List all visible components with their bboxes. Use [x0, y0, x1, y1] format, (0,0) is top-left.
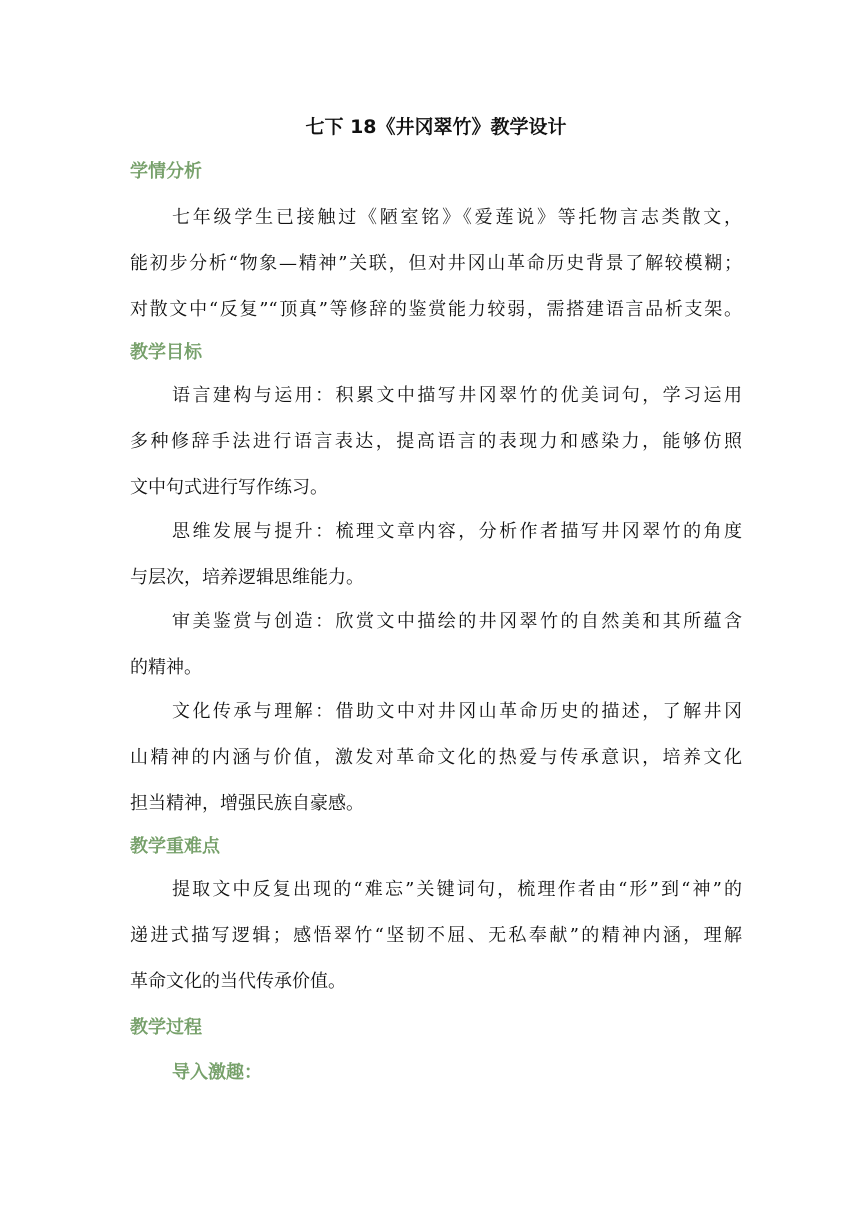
paragraph-key-difficult-points [130, 867, 742, 1005]
paragraph-goal-thinking [130, 509, 742, 601]
text-line: 能初步分析“物象—精神”关联，但对井冈山革命历史背景了解较模糊； [130, 253, 742, 274]
text-line: 思维发展与提升：梳理文章内容，分析作者描写井冈翠竹的角度 [172, 521, 742, 542]
heading-learning-analysis: 学情分析 [130, 161, 202, 182]
text-line: 山精神的内涵与价值，激发对革命文化的热爱与传承意识，培养文化 [130, 747, 742, 768]
text-line: 语言建构与运用：积累文中描写井冈翠竹的优美词句，学习运用 [172, 385, 742, 406]
document-title: 七下 18《井冈翠竹》教学设计 [305, 116, 567, 138]
heading-key-difficult-points: 教学重难点 [130, 836, 220, 857]
heading-teaching-goals: 教学目标 [130, 342, 202, 363]
paragraph-learning-analysis [130, 195, 742, 333]
text-line: 革命文化的当代传承价值。 [130, 971, 346, 992]
heading-teaching-process: 教学过程 [130, 1017, 202, 1038]
text-line: 递进式描写逻辑；感悟翠竹“坚韧不屈、无私奉献”的精神内涵，理解 [130, 925, 742, 946]
text-line: 与层次，培养逻辑思维能力。 [130, 567, 364, 588]
text-line: 七年级学生已接触过《陋室铭》《爱莲说》等托物言志类散文， [172, 207, 742, 228]
text-line: 的精神。 [130, 657, 202, 678]
text-line: 提取文中反复出现的“难忘”关键词句，梳理作者由“形”到“神”的 [172, 879, 742, 900]
text-line: 文中句式进行写作练习。 [130, 477, 328, 498]
text-line: 多种修辞手法进行语言表达，提高语言的表现力和感染力，能够仿照 [130, 431, 742, 452]
text-line: 担当精神，增强民族自豪感。 [130, 793, 364, 814]
text-line: 对散文中“反复”“顶真”等修辞的鉴赏能力较弱，需搭建语言品析支架。 [130, 299, 742, 320]
text-line: 审美鉴赏与创造：欣赏文中描绘的井冈翠竹的自然美和其所蕴含 [172, 611, 742, 632]
paragraph-goal-aesthetic [130, 599, 742, 691]
text-line: 文化传承与理解：借助文中对井冈山革命历史的描述，了解井冈 [172, 701, 742, 722]
paragraph-goal-culture [130, 689, 742, 827]
paragraph-goal-language [130, 373, 742, 511]
subheading-introduction: 导入激趣： [172, 1062, 262, 1083]
